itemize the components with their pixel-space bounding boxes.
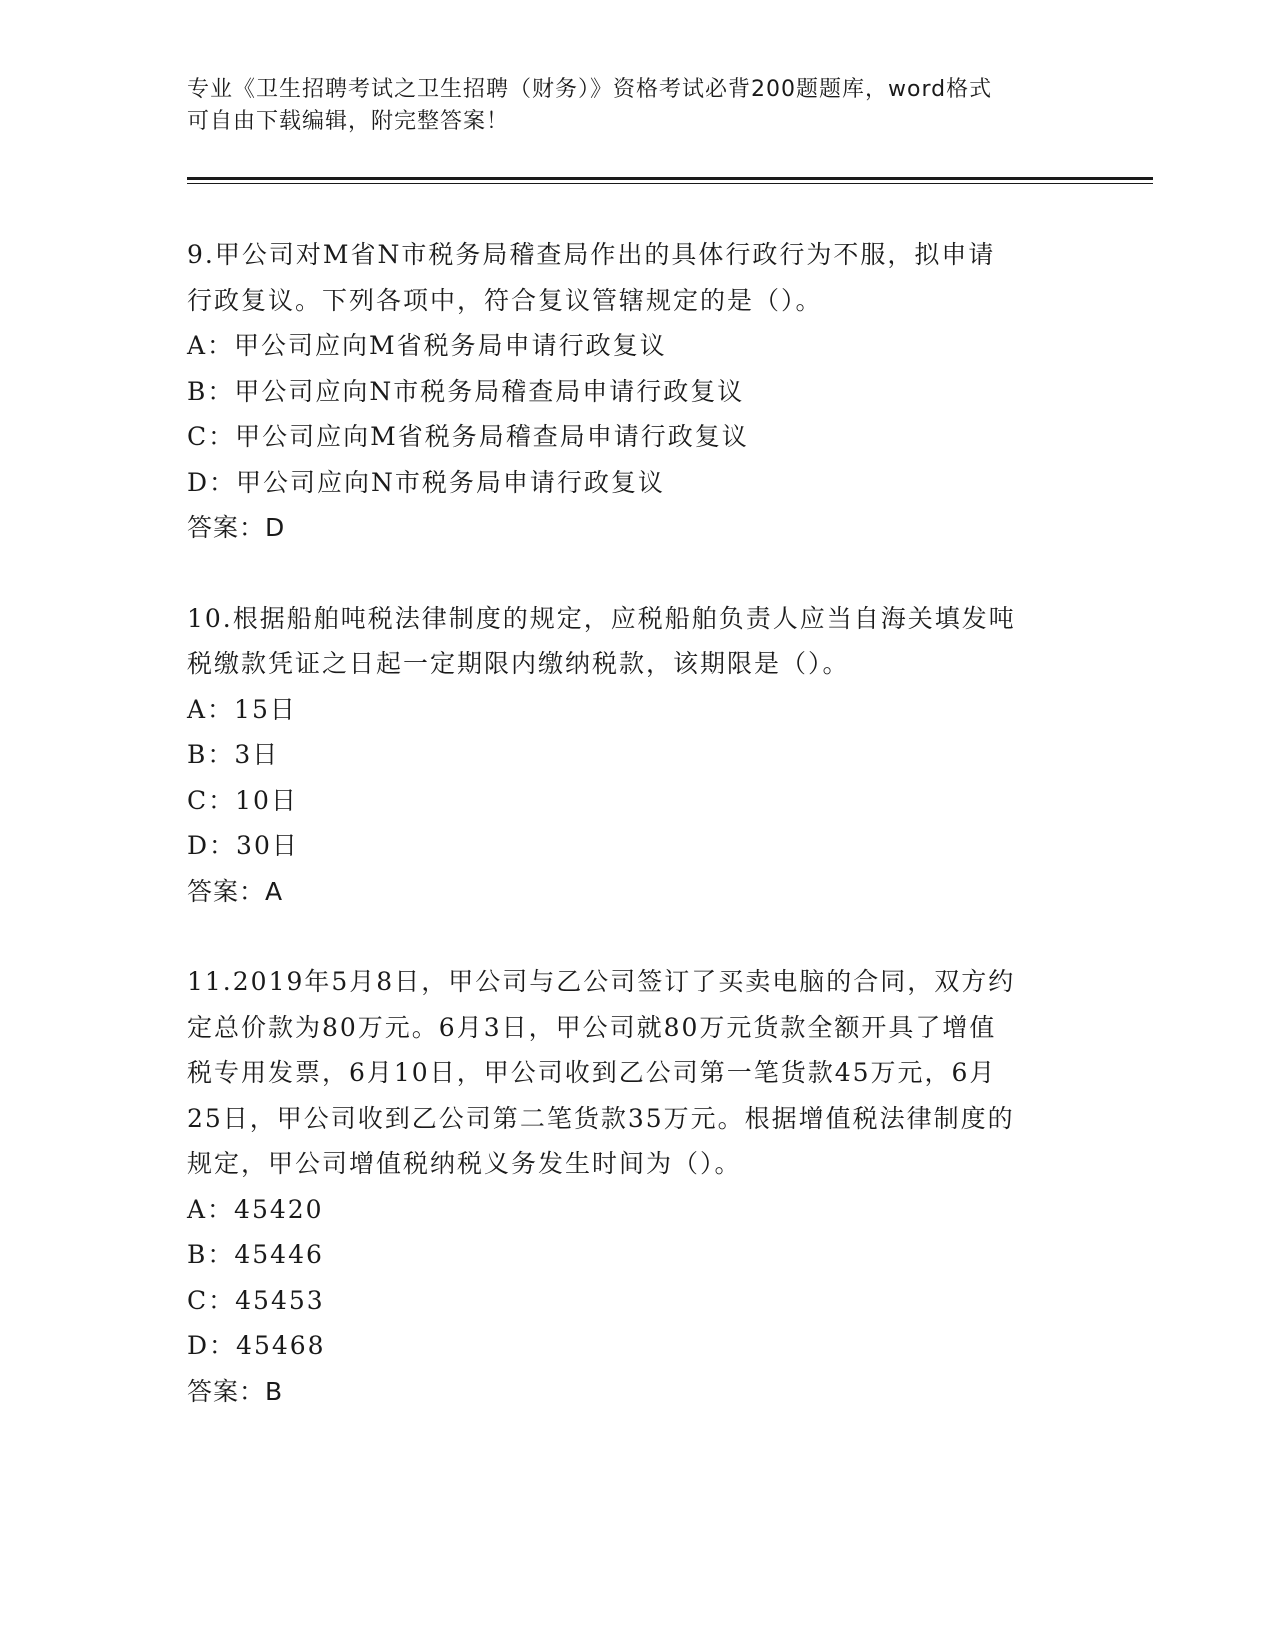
option-c: C：45453 bbox=[187, 1285, 325, 1315]
question-spacer bbox=[187, 914, 1087, 959]
option-list bbox=[187, 687, 1087, 869]
header-divider-thick bbox=[187, 177, 1153, 180]
question-stem-line: 定总价款为80万元。6月3日，甲公司就80万元货款全额开具了增值 bbox=[187, 1012, 997, 1042]
question-stem-line: 10.根据船舶吨税法律制度的规定，应税船舶负责人应当自海关填发吨 bbox=[187, 603, 1016, 633]
question-stem-line: 9.甲公司对M省N市税务局稽查局作出的具体行政行为不服，拟申请 bbox=[187, 240, 996, 269]
question-stem bbox=[187, 232, 1087, 323]
question-10 bbox=[187, 596, 1087, 915]
option-c: C：甲公司应向M省税务局稽查局申请行政复议 bbox=[187, 422, 749, 451]
option-c: C：10日 bbox=[187, 785, 298, 815]
answer-label: 答案：D bbox=[187, 513, 286, 542]
question-stem bbox=[187, 959, 1087, 1187]
option-list bbox=[187, 323, 1087, 505]
question-stem-line: 规定，甲公司增值税纳税义务发生时间为（）。 bbox=[187, 1149, 742, 1178]
answer-label: 答案：B bbox=[187, 1376, 284, 1406]
header-title-line-2: 可自由下载编辑，附完整答案！ bbox=[187, 109, 510, 134]
question-stem-line: 税缴款凭证之日起一定期限内缴纳税款，该期限是（）。 bbox=[187, 649, 850, 678]
option-b: B：3日 bbox=[187, 740, 280, 769]
header-title-line-1: 专业《卫生招聘考试之卫生招聘（财务）》资格考试必背200题题库，word格式 bbox=[187, 77, 993, 102]
option-a: A：甲公司应向M省税务局申请行政复议 bbox=[187, 331, 667, 360]
answer-label: 答案：A bbox=[187, 876, 284, 906]
question-stem bbox=[187, 596, 1087, 687]
question-list bbox=[187, 232, 1087, 1414]
question-9 bbox=[187, 232, 1087, 551]
option-d: D：30日 bbox=[187, 831, 299, 860]
question-stem-line: 税专用发票，6月10日，甲公司收到乙公司第一笔货款45万元，6月 bbox=[187, 1058, 997, 1087]
option-a: A：15日 bbox=[187, 694, 297, 724]
document-header bbox=[187, 74, 1087, 138]
option-d: D：45468 bbox=[187, 1331, 326, 1360]
question-stem-line: 11.2019年5月8日，甲公司与乙公司签订了买卖电脑的合同，双方约 bbox=[187, 967, 1016, 996]
option-a: A：45420 bbox=[187, 1194, 324, 1224]
option-d: D：甲公司应向N市税务局申请行政复议 bbox=[187, 467, 665, 497]
question-stem-line: 行政复议。下列各项中，符合复议管辖规定的是（）。 bbox=[187, 285, 823, 315]
question-stem-line: 25日，甲公司收到乙公司第二笔货款35万元。根据增值税法律制度的 bbox=[187, 1103, 1015, 1133]
question-spacer bbox=[187, 551, 1087, 596]
option-b: B：45446 bbox=[187, 1240, 324, 1269]
header-divider-thin bbox=[187, 183, 1153, 184]
question-11 bbox=[187, 959, 1087, 1414]
option-list bbox=[187, 1187, 1087, 1369]
option-b: B：甲公司应向N市税务局稽查局申请行政复议 bbox=[187, 376, 745, 406]
